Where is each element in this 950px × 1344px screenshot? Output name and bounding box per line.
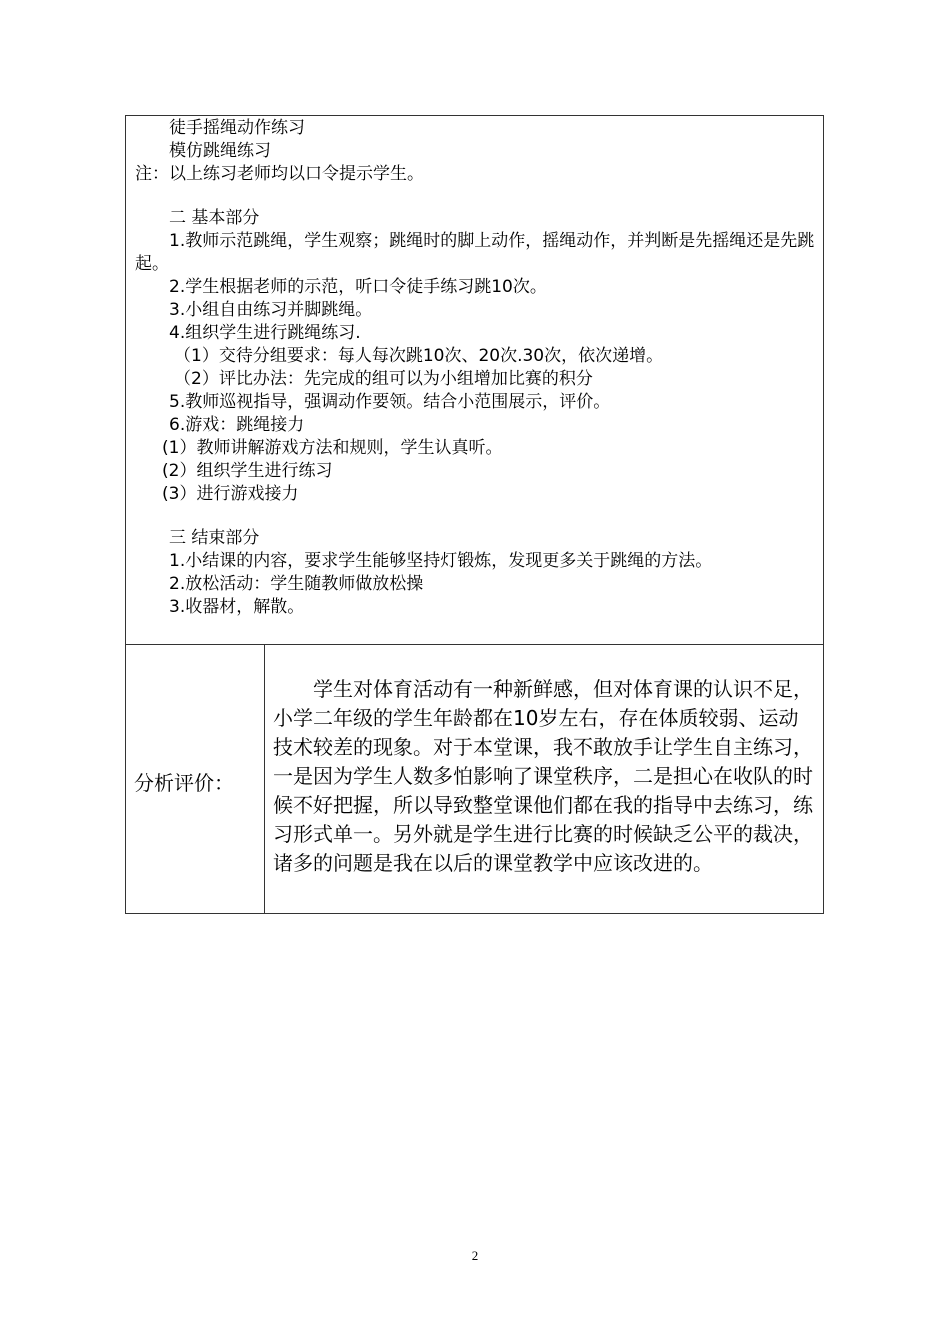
- plan-line: (1）教师讲解游戏方法和规则，学生认真听。: [162, 438, 503, 458]
- plan-line: 1.小结课的内容，要求学生能够坚持灯锻炼，发现更多关于跳绳的方法。: [169, 551, 713, 571]
- plan-line: 4.组织学生进行跳绳练习.: [169, 323, 361, 343]
- page-number: 2: [471, 1248, 479, 1263]
- plan-line: 6.游戏：跳绳接力: [169, 415, 305, 435]
- plan-line: （1）交待分组要求：每人每次跳10次、20次.30次，依次递增。: [174, 346, 664, 366]
- plan-line: 3.收器材，解散。: [169, 597, 305, 617]
- plan-note: 注：以上练习老师均以口令提示学生。: [135, 164, 424, 184]
- analysis-content-cell: [265, 645, 823, 913]
- plan-line: (3）进行游戏接力: [162, 484, 299, 504]
- analysis-label-cell: [126, 645, 265, 913]
- plan-line: 3.小组自由练习并脚跳绳。: [169, 300, 373, 320]
- plan-line: 5.教师巡视指导，强调动作要领。结合小范围展示，评价。: [169, 392, 611, 412]
- plan-line: (2）组织学生进行练习: [162, 461, 333, 481]
- plan-line: 2.放松活动：学生随教师做放松操: [169, 574, 424, 594]
- analysis-paragraph: 学生对体育活动有一种新鲜感，但对体育课的认识不足，小学二年级的学生年龄都在10岁左右，存在体质较弱、运动技术较差的现象。对于本堂课，我不敢放手让学生自主练习，一是因为学生人数多怕影响了课堂秩序，二是担心在收队的时候不好把握，所以导致整堂课他们都在我的指导中去练习，练习形式单一。另外就是学生进行比赛的时候缺乏公平的裁决，诸多的问题是我在以后的课堂教学中应该改进的。: [273, 677, 813, 875]
- plan-line: 2.学生根据老师的示范，听口令徒手练习跳10次。: [169, 277, 547, 297]
- plan-line: 1.教师示范跳绳，学生观察；跳绳时的脚上动作，摇绳动作，并判断是先摇绳还是先跳起。: [135, 231, 815, 274]
- plan-line: （2）评比办法：先完成的组可以为小组增加比赛的积分: [174, 369, 593, 389]
- section-heading: 三 结束部分: [169, 528, 260, 548]
- plan-line: 模仿跳绳练习: [169, 141, 271, 161]
- plan-line: 徒手摇绳动作练习: [169, 118, 305, 138]
- section-heading: 二 基本部分: [169, 208, 260, 228]
- lesson-table: [125, 115, 824, 914]
- lesson-plan-cell: [126, 116, 823, 645]
- analysis-label: 分析评价：: [134, 771, 234, 795]
